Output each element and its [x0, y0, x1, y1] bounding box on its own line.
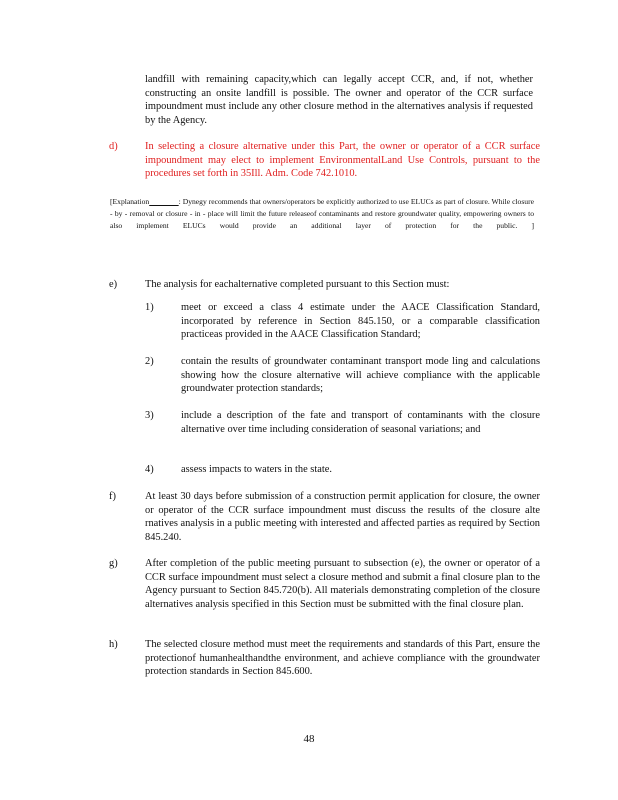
item-2-label: 2) — [145, 356, 154, 367]
subsection-f-text: At least 30 days before submission of a construction permit application for closure, the owner or operator of the CCR surface impoundment must discuss the results of the closure alte rnatives analysis in a public meeting with interested and affected parties as required by Section 845.240. — [145, 491, 540, 543]
explanation-note — [110, 196, 534, 232]
subsection-e-label: e) — [109, 279, 118, 290]
page-number: 48 — [303, 733, 315, 745]
explanation-lead: [Explanation — [110, 197, 150, 206]
item-4-label: 4) — [145, 464, 154, 475]
subsection-e-text: The analysis for eachalternative completed pursuant to this Section must: — [145, 279, 450, 290]
subsection-d-text: In selecting a closure alternative under this Part, the owner or operator of a CCR surface impoundment may elect to implement EnvironmentalLand Use Controls, pursuant to the procedures set forth in 35Ill. Adm. Code 742.1010. — [145, 141, 540, 180]
item-3-label: 3) — [145, 410, 154, 421]
item-1-label: 1) — [145, 302, 154, 313]
item-3-text: include a description of the fate and transport of contaminants with the closure alternative over time including consideration of seasonal variations; and — [181, 410, 540, 435]
subsection-d-label: d) — [109, 141, 118, 152]
subsection-g-label: g) — [109, 558, 118, 569]
explanation-text: : Dynegy recommends that owners/operators be explicitly authorized to use ELUCs as part of closure. While closure - by - removal or closure - in - place will limit the future releaseof contaminants and restore groundwater quality, empowering owners to also implement ELUCs would provide an additional layer of protection for the public. ] — [110, 197, 534, 230]
explanation-blank — [149, 197, 178, 206]
subsection-f-label: f) — [109, 491, 116, 502]
subsection-h-label: h) — [109, 639, 118, 650]
intro-paragraph: landfill with remaining capacity,which can legally accept CCR, and, if not, whether constructing an onsite landfill is possible. The owner and operator of the CCR surface impoundment must include any other closure method in the alternatives analysis if requested by the Agency. — [145, 74, 533, 126]
item-4-text: assess impacts to waters in the state. — [181, 464, 332, 475]
item-2-text: contain the results of groundwater contaminant transport mode ling and calculations showing how the closure alternative will achieve compliance with the applicable groundwater protection standards; — [181, 356, 540, 395]
subsection-h-text: The selected closure method must meet the requirements and standards of this Part, ensure the protectionof humanhealthandthe environment, and achieve compliance with the groundwater protection standards in Section 845.600. — [145, 639, 540, 678]
subsection-g-text: After completion of the public meeting pursuant to subsection (e), the owner or operator of a CCR surface impoundment must select a closure method and submit a final closure plan to the Agency pursuant to Section 845.720(b). All materials demonstrating completion of the closure alternatives analysis specified in this Section must be submitted with the final closure plan. — [145, 558, 540, 610]
item-1-text: meet or exceed a class 4 estimate under the AACE Classification Standard, incorporated by reference in Section 845.150, or a comparable classification practiceas provided in the AACE Classification Standard; — [181, 302, 540, 341]
